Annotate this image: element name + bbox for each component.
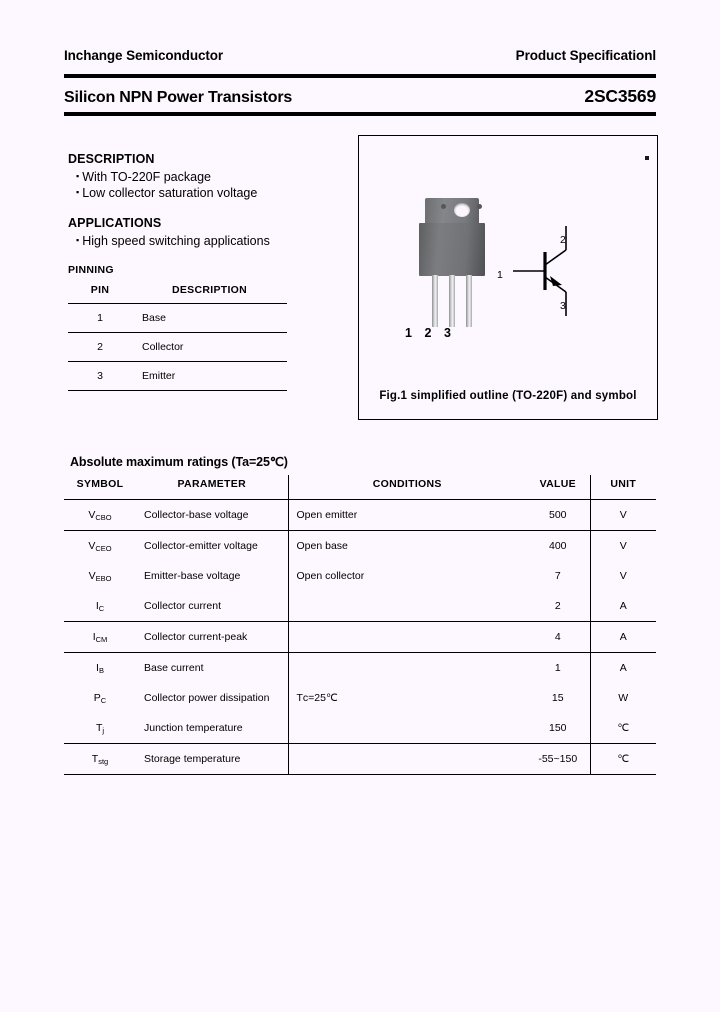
table-row — [68, 362, 287, 391]
description-bullet — [68, 170, 328, 184]
rating-symbol-sub: stg — [98, 756, 109, 766]
rating-unit: A — [590, 622, 656, 653]
pinning-header-pin: PIN — [90, 284, 110, 296]
rating-parameter: Collector power dissipation — [144, 692, 270, 704]
package-notch-left-icon — [441, 204, 446, 209]
rating-conditions — [288, 591, 526, 622]
rating-symbol — [64, 713, 136, 744]
rating-unit: A — [590, 653, 656, 684]
table-row — [64, 653, 656, 684]
rating-parameter: Base current — [144, 662, 204, 674]
ratings-header-value: VALUE — [526, 475, 590, 500]
package-lead-1 — [432, 275, 438, 327]
rating-symbol-main: T — [91, 752, 99, 765]
table-row — [64, 622, 656, 653]
applications-heading: APPLICATIONS — [68, 216, 162, 230]
rating-symbol-sub: C — [100, 695, 107, 705]
rating-value: 7 — [554, 570, 561, 582]
ratings-table-title: Absolute maximum ratings (Ta=25℃) — [70, 455, 288, 469]
rating-parameter: Storage temperature — [136, 744, 288, 775]
scan-artifact-dot-icon — [645, 156, 649, 160]
company-name: Inchange Semiconductor — [64, 48, 224, 63]
rating-symbol-sub: CM — [95, 634, 108, 644]
rating-conditions — [288, 622, 526, 653]
table-row — [68, 304, 287, 333]
rating-symbol-sub: j — [102, 725, 105, 735]
ratings-header-symbol: SYMBOL — [76, 478, 124, 490]
page-header-bottom — [64, 86, 656, 107]
pinning-header-description: DESCRIPTION — [171, 284, 248, 296]
rating-symbol — [64, 653, 136, 684]
rating-symbol-sub: C — [98, 603, 105, 613]
rating-symbol-main: V — [88, 508, 96, 521]
rating-symbol-sub: B — [98, 665, 104, 675]
rating-symbol — [64, 561, 136, 591]
page-header-top — [64, 48, 656, 63]
pin-description: Base — [132, 304, 287, 333]
package-lead-2 — [449, 275, 455, 327]
rating-parameter: Junction temperature — [136, 713, 288, 744]
document-type: Product Specificationl — [515, 48, 656, 63]
rating-symbol — [64, 622, 136, 653]
rating-parameter: Collector current-peak — [136, 622, 288, 653]
rating-value: 150 — [526, 713, 590, 744]
table-row — [64, 591, 656, 622]
table-row — [64, 561, 656, 591]
rating-unit: ℃ — [590, 713, 656, 744]
package-pin-labels — [405, 326, 451, 340]
rating-value: -55~150 — [526, 744, 590, 775]
pin-description: Collector — [132, 333, 287, 362]
to220f-package-image — [415, 198, 489, 328]
rating-symbol-main: T — [95, 721, 103, 734]
pin-number: 3 — [68, 362, 132, 391]
rating-unit: V — [590, 531, 656, 562]
rating-symbol — [64, 591, 136, 622]
pin-description: Emitter — [132, 362, 287, 391]
table-row — [64, 744, 656, 775]
part-number: 2SC3569 — [584, 86, 656, 106]
rating-conditions: Open collector — [288, 561, 526, 591]
rating-conditions — [288, 653, 526, 684]
rating-symbol — [64, 683, 136, 713]
package-lead-3 — [466, 275, 472, 327]
pin-number: 2 — [68, 333, 132, 362]
ratings-header-row — [64, 475, 656, 500]
rating-symbol-main: P — [93, 691, 101, 704]
rating-symbol-main: I — [95, 599, 99, 612]
rating-unit: V — [590, 561, 656, 591]
rating-unit: A — [590, 591, 656, 622]
pinning-table-header-row — [68, 282, 287, 304]
left-column — [68, 152, 328, 391]
package-pin-label-2: 2 — [424, 326, 432, 340]
rating-parameter: Collector-emitter voltage — [144, 540, 258, 552]
package-notch-right-icon — [477, 204, 482, 209]
rating-conditions: Tᴄ=25℃ — [288, 683, 526, 713]
rating-symbol — [64, 744, 136, 775]
description-bullet-text: With TO-220F package — [82, 170, 211, 184]
table-row — [64, 683, 656, 713]
description-bullet — [68, 186, 328, 200]
package-mounting-hole — [454, 203, 470, 217]
rating-conditions: Open emitter — [288, 500, 526, 531]
bullet-dot-icon: ▪ — [76, 187, 80, 197]
rating-value: 15 — [551, 692, 564, 704]
table-row — [64, 500, 656, 531]
rating-symbol — [64, 531, 136, 562]
symbol-terminal-label-base: 1 — [497, 269, 503, 281]
description-bullet-text: Low collector saturation voltage — [82, 186, 258, 200]
rating-symbol-main: I — [92, 630, 96, 643]
package-body — [419, 223, 485, 276]
rating-symbol-main: V — [88, 569, 96, 582]
pinning-heading: PINNING — [68, 264, 114, 276]
symbol-terminal-label-collector: 2 — [560, 234, 566, 246]
table-row — [64, 713, 656, 744]
description-heading: DESCRIPTION — [68, 152, 155, 166]
rating-symbol-main: V — [88, 539, 96, 552]
rating-unit: V — [590, 500, 656, 531]
figure-package-and-symbol — [358, 135, 658, 420]
rating-value: 2 — [526, 591, 590, 622]
rating-value: 4 — [526, 622, 590, 653]
section-spacer — [68, 202, 328, 216]
ratings-header-parameter: PARAMETER — [136, 475, 288, 500]
table-row — [68, 333, 287, 362]
pinning-table — [68, 282, 287, 391]
absolute-maximum-ratings-table — [64, 475, 656, 775]
rating-unit: W — [590, 683, 656, 713]
rating-unit: ℃ — [590, 744, 656, 775]
rating-conditions — [288, 744, 526, 775]
rating-symbol-sub: CEO — [95, 543, 112, 553]
header-rule-bottom — [64, 112, 656, 116]
package-pin-label-3: 3 — [444, 326, 451, 340]
rating-symbol-main: I — [96, 661, 99, 674]
ratings-header-conditions: CONDITIONS — [372, 478, 442, 490]
pin-number: 1 — [68, 304, 132, 333]
symbol-terminal-label-emitter: 3 — [560, 300, 566, 312]
applications-bullet — [68, 234, 328, 248]
rating-symbol-sub: EBO — [95, 573, 112, 583]
rating-conditions: Open base — [288, 531, 526, 562]
rating-parameter: Collector-base voltage — [136, 500, 288, 531]
rating-parameter: Collector current — [136, 591, 288, 622]
table-row — [64, 531, 656, 562]
rating-symbol-sub: CBO — [95, 512, 112, 522]
package-pin-label-1: 1 — [405, 326, 412, 340]
rating-value: 500 — [526, 500, 590, 531]
rating-conditions — [288, 713, 526, 744]
rating-parameter: Emitter-base voltage — [144, 570, 241, 582]
product-line-title: Silicon NPN Power Transistors — [64, 89, 293, 106]
bullet-dot-icon: ▪ — [76, 171, 80, 181]
bullet-dot-icon: ▪ — [76, 235, 80, 245]
ratings-header-unit: UNIT — [610, 478, 637, 490]
package-mounting-tab — [425, 198, 479, 224]
ratings-table-wrapper — [64, 475, 656, 775]
applications-bullet-text: High speed switching applications — [82, 234, 270, 248]
figure-caption: Fig.1 simplified outline (TO-220F) and symbol — [379, 390, 637, 402]
header-rule-top — [64, 74, 656, 78]
rating-value: 1 — [554, 662, 561, 674]
section-spacer — [68, 250, 328, 264]
rating-symbol — [64, 500, 136, 531]
rating-value: 400 — [548, 540, 567, 552]
